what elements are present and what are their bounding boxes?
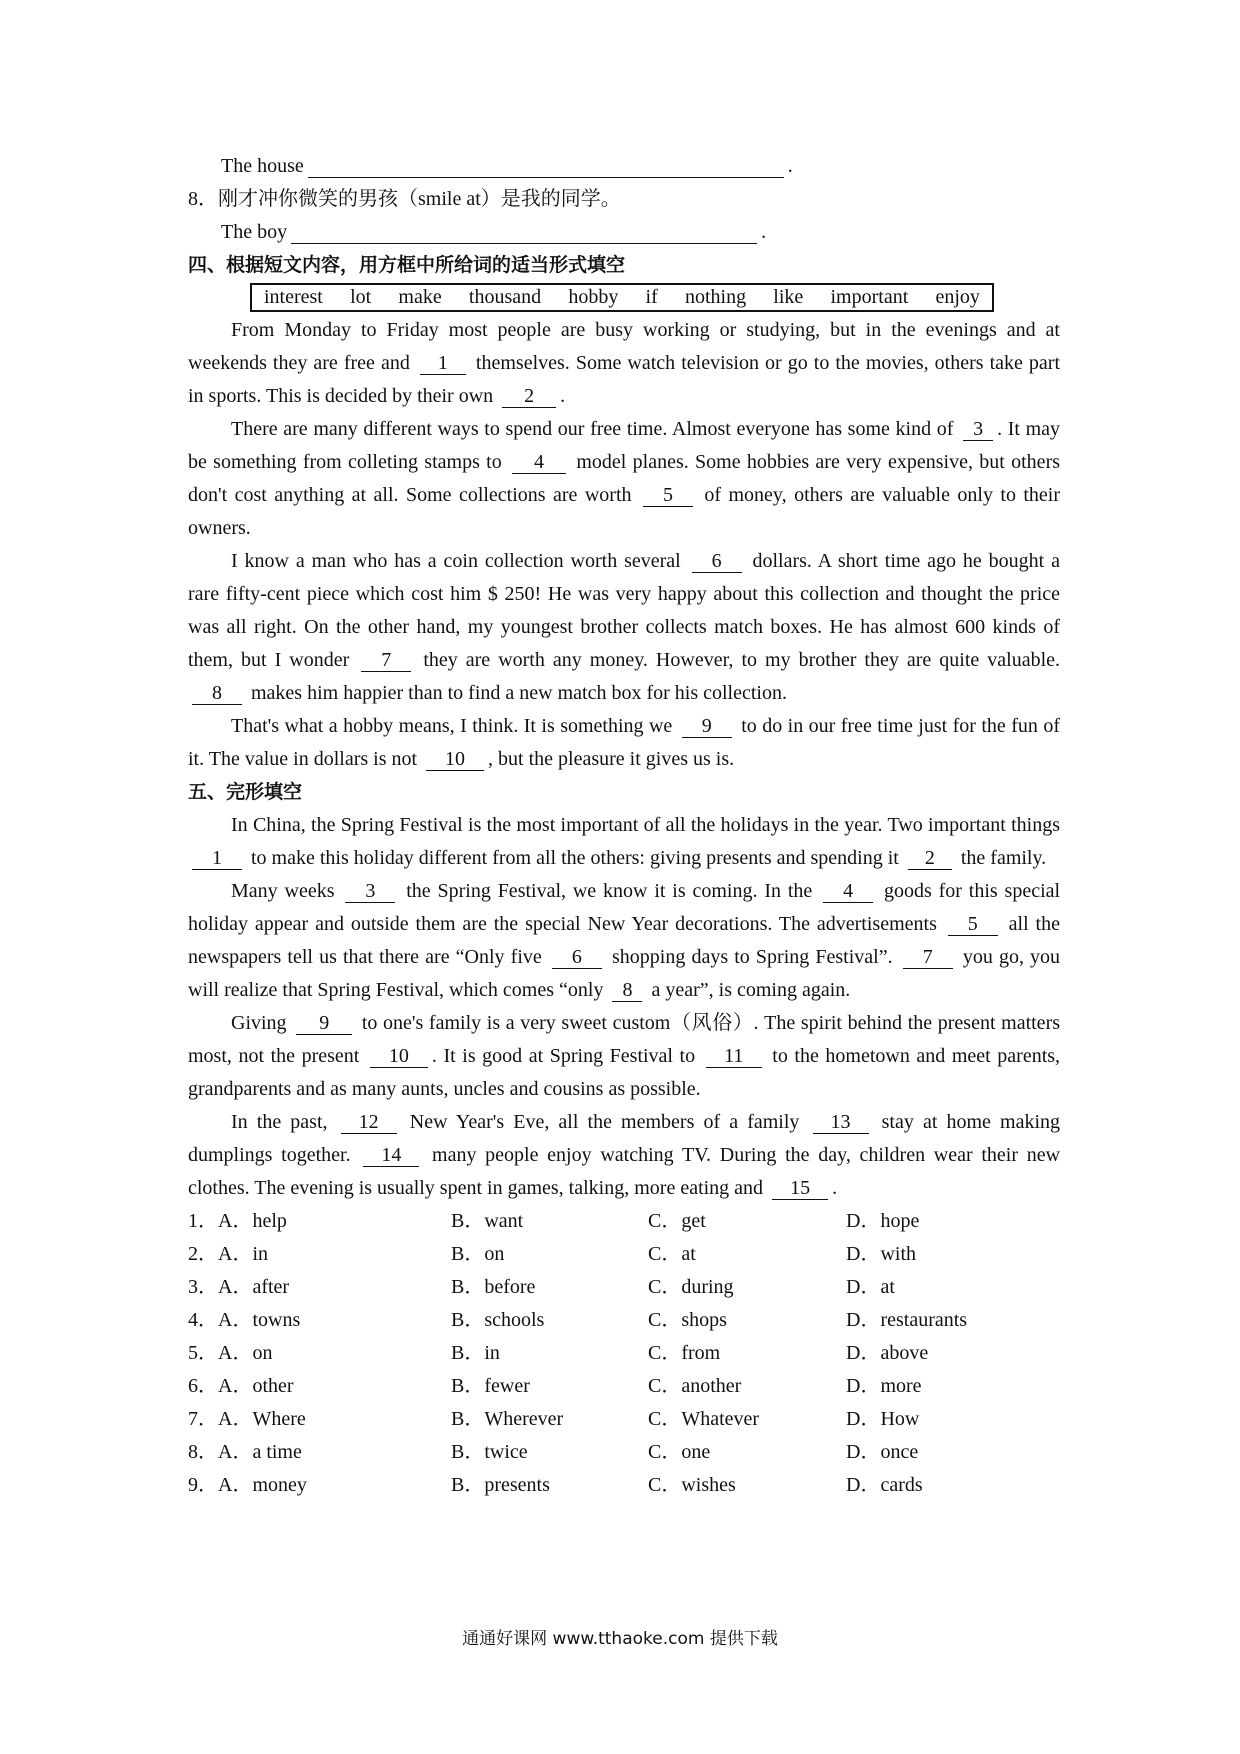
- option-d[interactable]: D．with: [846, 1243, 916, 1265]
- section-5-paragraph-4: In the past, 12 New Year's Eve, all the members of a family 13 stay at home making dumplings together. 14 many people enjoy watching TV. During the day, children wear their new clothes. The evening is usually spent in games, talking, more eating and 15 .: [188, 1111, 1061, 1199]
- answer-blank[interactable]: [291, 222, 757, 244]
- blank-1[interactable]: 1: [420, 353, 466, 375]
- option-a[interactable]: 1．A．help: [188, 1210, 287, 1232]
- option-c[interactable]: C．during: [648, 1276, 734, 1298]
- option-d[interactable]: D．restaurants: [846, 1309, 968, 1331]
- translation-line-boy: The boy .: [221, 221, 767, 243]
- blank-5[interactable]: 5: [948, 914, 998, 936]
- question-8: 8．刚才冲你微笑的男孩（smile at）是我的同学。: [188, 188, 621, 210]
- option-d[interactable]: D．above: [846, 1342, 929, 1364]
- option-row-8: [188, 1436, 1060, 1469]
- option-row-1: [188, 1205, 1060, 1238]
- word-box-item: thousand: [468, 286, 542, 308]
- blank-2[interactable]: 2: [908, 848, 952, 870]
- option-a[interactable]: 8．A．a time: [188, 1441, 302, 1463]
- option-d[interactable]: D．hope: [846, 1210, 920, 1232]
- option-b[interactable]: B．Wherever: [451, 1408, 564, 1430]
- blank-1[interactable]: 1: [192, 848, 242, 870]
- answer-blank[interactable]: [308, 156, 784, 178]
- blank-8[interactable]: 8: [192, 683, 242, 705]
- worksheet-page: [188, 150, 1060, 1502]
- option-row-4: [188, 1304, 1060, 1337]
- word-box-item: like: [773, 286, 804, 308]
- option-b[interactable]: B．presents: [451, 1474, 550, 1496]
- option-c[interactable]: C．shops: [648, 1309, 727, 1331]
- section-4-paragraph-2: There are many different ways to spend our free time. Almost everyone has some kind of 3 . It may be something from colleting stamps to 4 model planes. Some hobbies are very expensive, but others don't cost anything at all. Some collections are worth 5 of money, others are valuable only to their owners.: [188, 418, 1061, 539]
- blank-9[interactable]: 9: [682, 716, 732, 738]
- section-4-paragraph-4: That's what a hobby means, I think. It is something we 9 to do in our free time just for the fun of it. The value in dollars is not 10 , but the pleasure it gives us is.: [188, 715, 1061, 770]
- blank-11[interactable]: 11: [706, 1046, 762, 1068]
- answer-options: [188, 1205, 1060, 1502]
- option-row-7: [188, 1403, 1060, 1436]
- word-box-item: if: [645, 286, 658, 308]
- section-5-paragraph-1: In China, the Spring Festival is the most important of all the holidays in the year. Two important things 1 to make this holiday different from all the others: giving presents and spending it 2 the family.: [188, 809, 1060, 875]
- option-d[interactable]: D．How: [846, 1408, 920, 1430]
- blank-4[interactable]: 4: [823, 881, 873, 903]
- option-a[interactable]: 3．A．after: [188, 1276, 290, 1298]
- section-4-paragraph-3: I know a man who has a coin collection worth several 6 dollars. A short time ago he bought a rare fifty-cent piece which cost him $ 250! He was very happy about this collection and thought the price was all right. On the other hand, my youngest brother collects match boxes. He has almost 600 kinds of them, but I wonder 7 they are worth any money. However, to my brother they are quite valuable. 8 makes him happier than to find a new match box for his collection.: [188, 550, 1061, 704]
- option-a[interactable]: 4．A．towns: [188, 1309, 301, 1331]
- blank-10[interactable]: 10: [370, 1046, 428, 1068]
- option-a[interactable]: 2．A．in: [188, 1243, 268, 1265]
- blank-4[interactable]: 4: [512, 452, 566, 474]
- option-row-3: [188, 1271, 1060, 1304]
- section-5-paragraph-3: Giving 9 to one's family is a very sweet custom（风俗）. The spirit behind the present matters most, not the present 10 . It is good at Spring Festival to 11 to the hometown and meet parents, grandparents and as many aunts, uncles and cousins as possible.: [188, 1012, 1061, 1100]
- translation-line-house: The house .: [221, 155, 793, 177]
- option-a[interactable]: 9．A．money: [188, 1474, 307, 1496]
- blank-5[interactable]: 5: [643, 485, 693, 507]
- blank-12[interactable]: 12: [341, 1112, 397, 1134]
- blank-8[interactable]: 8: [612, 980, 642, 1002]
- blank-13[interactable]: 13: [813, 1112, 869, 1134]
- blank-3[interactable]: 3: [963, 419, 993, 441]
- option-c[interactable]: C．another: [648, 1375, 742, 1397]
- blank-7[interactable]: 7: [361, 650, 411, 672]
- word-box-item: lot: [350, 286, 372, 308]
- option-c[interactable]: C．from: [648, 1342, 721, 1364]
- option-d[interactable]: D．at: [846, 1276, 895, 1298]
- blank-10[interactable]: 10: [426, 749, 484, 771]
- word-box: [250, 283, 994, 312]
- option-row-9: [188, 1469, 1060, 1502]
- section-4-heading: 四、根据短文内容，用方框中所给词的适当形式填空: [188, 254, 626, 276]
- word-box-item: enjoy: [935, 286, 980, 308]
- option-d[interactable]: D．once: [846, 1441, 919, 1463]
- section-5-paragraph-2: Many weeks 3 the Spring Festival, we know it is coming. In the 4 goods for this special holiday appear and outside them are the special New Year decorations. The advertisements 5 all the newspapers tell us that there are “Only five 6 shopping days to Spring Festival”. 7 you go, you will realize that Spring Festival, which comes “only 8 a year”, is coming again.: [188, 880, 1061, 1001]
- option-c[interactable]: C．one: [648, 1441, 711, 1463]
- option-b[interactable]: B．in: [451, 1342, 500, 1364]
- option-c[interactable]: C．at: [648, 1243, 696, 1265]
- option-c[interactable]: C．get: [648, 1210, 706, 1232]
- option-b[interactable]: B．fewer: [451, 1375, 530, 1397]
- section-4-paragraph-1: From Monday to Friday most people are busy working or studying, but in the evenings and at weekends they are free and 1 themselves. Some watch television or go to the movies, others take part in sports. This is decided by their own 2 .: [188, 319, 1061, 407]
- option-c[interactable]: C．Whatever: [648, 1408, 760, 1430]
- word-box-item: interest: [264, 286, 323, 308]
- blank-15[interactable]: 15: [772, 1178, 828, 1200]
- page-footer: 通通好课网 www.tthaoke.com 提供下载: [462, 1629, 778, 1649]
- word-box-item: make: [398, 286, 442, 308]
- blank-2[interactable]: 2: [502, 386, 556, 408]
- option-b[interactable]: B．want: [451, 1210, 524, 1232]
- word-box-item: hobby: [568, 286, 619, 308]
- blank-7[interactable]: 7: [903, 947, 953, 969]
- option-a[interactable]: 5．A．on: [188, 1342, 273, 1364]
- option-a[interactable]: 7．A．Where: [188, 1408, 306, 1430]
- option-a[interactable]: 6．A．other: [188, 1375, 294, 1397]
- option-row-5: [188, 1337, 1060, 1370]
- option-b[interactable]: B．on: [451, 1243, 505, 1265]
- option-row-2: [188, 1238, 1060, 1271]
- blank-6[interactable]: 6: [692, 551, 742, 573]
- word-box-item: nothing: [684, 286, 747, 308]
- option-b[interactable]: B．schools: [451, 1309, 545, 1331]
- blank-3[interactable]: 3: [345, 881, 395, 903]
- blank-9[interactable]: 9: [296, 1013, 352, 1035]
- option-c[interactable]: C．wishes: [648, 1474, 736, 1496]
- word-box-item: important: [830, 286, 909, 308]
- option-b[interactable]: B．before: [451, 1276, 536, 1298]
- option-d[interactable]: D．cards: [846, 1474, 923, 1496]
- option-row-6: [188, 1370, 1060, 1403]
- section-5-heading: 五、完形填空: [188, 781, 303, 803]
- option-b[interactable]: B．twice: [451, 1441, 528, 1463]
- blank-14[interactable]: 14: [363, 1145, 419, 1167]
- blank-6[interactable]: 6: [552, 947, 602, 969]
- option-d[interactable]: D．more: [846, 1375, 922, 1397]
